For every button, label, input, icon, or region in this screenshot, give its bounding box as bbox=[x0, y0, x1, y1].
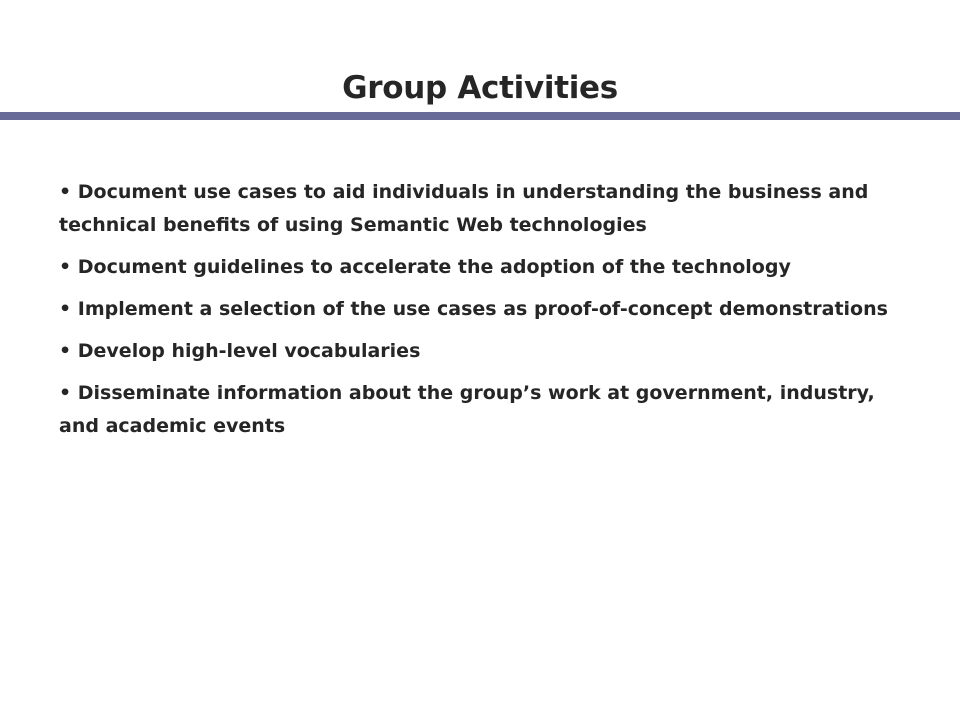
title-divider bbox=[0, 112, 960, 120]
bullet-item-use-cases: • Document use cases to aid individuals in understanding the business and technical benefits of using Semantic Web technologies bbox=[59, 181, 869, 236]
bullet-item-disseminate: • Disseminate information about the group’s work at government, industry, and academic events bbox=[59, 382, 875, 437]
bullet-item-vocabularies: • Develop high-level vocabularies bbox=[59, 340, 421, 362]
bullet-item-proof-of-concept: • Implement a selection of the use cases as proof-of-concept demonstrations bbox=[59, 298, 888, 320]
slide-title: Group Activities bbox=[342, 70, 618, 106]
bullet-list bbox=[59, 176, 919, 443]
bullet-item-guidelines: • Document guidelines to accelerate the adoption of the technology bbox=[59, 256, 791, 278]
